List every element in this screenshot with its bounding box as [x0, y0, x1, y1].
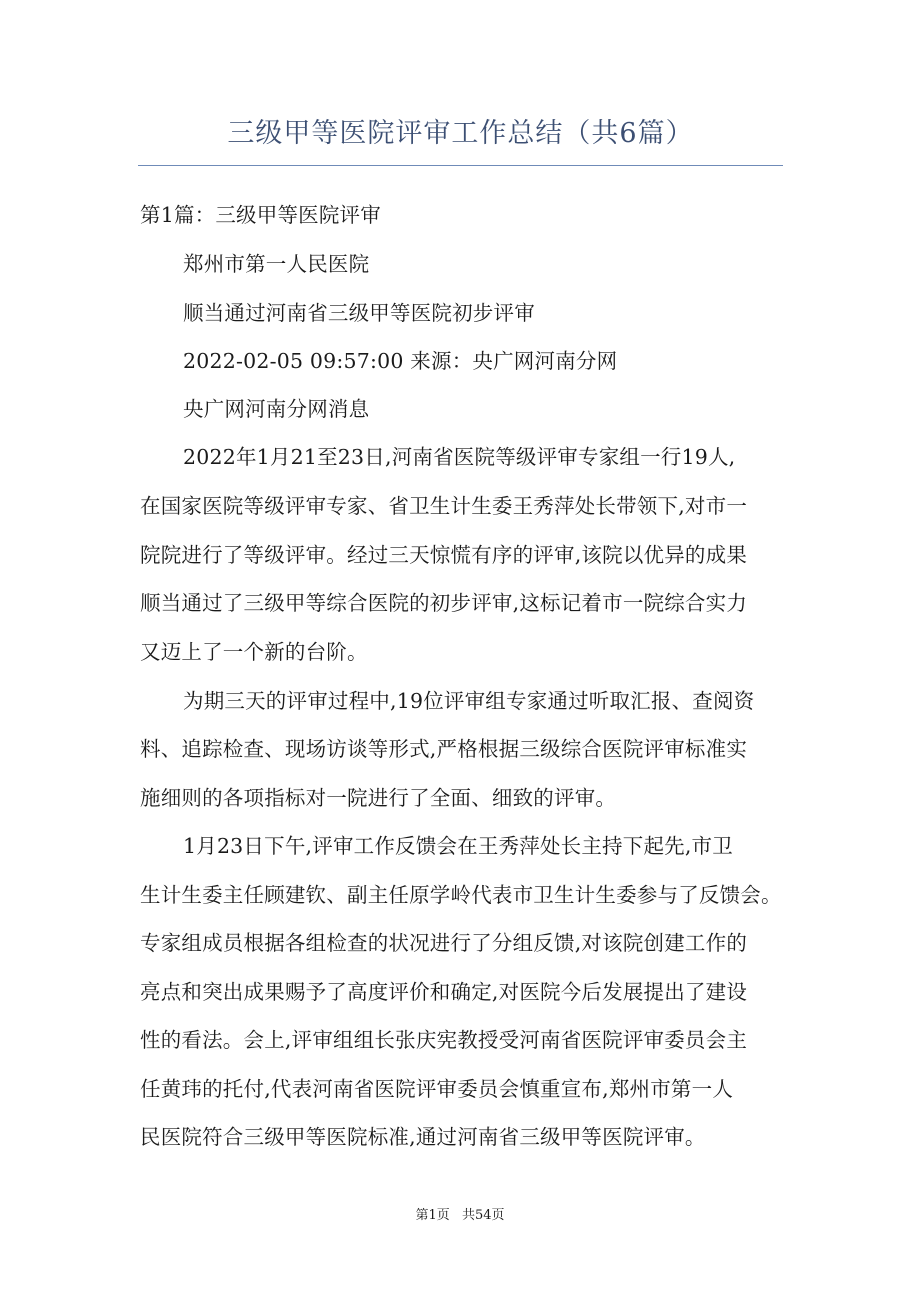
paragraph-line: 任黄玮的托付,代表河南省医院评审委员会慎重宣布,郑州市第一人: [140, 1077, 734, 1101]
paragraph-line: 专家组成员根据各组检查的状况进行了分组反馈,对该院创建工作的: [140, 931, 748, 955]
page-number: 第1页: [415, 1208, 450, 1223]
page-total: 共54页: [461, 1208, 505, 1223]
paragraph-line: 2022年1月21至23日,河南省医院等级评审专家组一行19人,: [183, 445, 736, 469]
paragraph-line: 又迈上了一个新的台阶。: [140, 640, 368, 664]
meta-line-news-source: 央广网河南分网消息: [183, 397, 370, 421]
paragraph-line: 民医院符合三级甲等医院标准,通过河南省三级甲等医院评审。: [140, 1125, 706, 1149]
paragraph-line: 施细则的各项指标对一院进行了全面、细致的评审。: [140, 786, 617, 810]
paragraph-line: 料、追踪检查、现场访谈等形式,严格根据三级综合医院评审标准实: [140, 737, 748, 761]
paragraph-line: 为期三天的评审过程中,19位评审组专家通过听取汇报、查阅资: [183, 689, 755, 713]
paragraph-line: 性的看法。会上,评审组组长张庆宪教授受河南省医院评审委员会主: [140, 1028, 748, 1052]
paragraph-line: 生计生委主任顾建钦、副主任原学岭代表市卫生计生委参与了反馈会。: [140, 883, 782, 907]
paragraph-line: 院院进行了等级评审。经过三天惊慌有序的评审,该院以优异的成果: [140, 543, 748, 567]
meta-line-date-source: 2022-02-05 09:57:00 来源：央广网河南分网: [183, 349, 618, 373]
meta-line-headline: 顺当通过河南省三级甲等医院初步评审: [183, 301, 535, 325]
document-title: 三级甲等医院评审工作总结（共6篇）: [227, 118, 694, 149]
paragraph-line: 顺当通过了三级甲等综合医院的初步评审,这标记着市一院综合实力: [140, 591, 748, 615]
paragraph-line: 1月23日下午,评审工作反馈会在王秀萍处长主持下起先,市卫: [183, 834, 733, 858]
paragraph-line: 在国家医院等级评审专家、省卫生计生委王秀萍处长带领下,对市一: [140, 494, 748, 518]
page-footer: [0, 1206, 920, 1226]
section-heading: 第1篇：三级甲等医院评审: [140, 203, 381, 227]
title-divider: [138, 165, 783, 166]
paragraph-line: 亮点和突出成果赐予了高度评价和确定,对医院今后发展提出了建设: [140, 980, 748, 1004]
meta-line-hospital: 郑州市第一人民医院: [183, 252, 370, 276]
